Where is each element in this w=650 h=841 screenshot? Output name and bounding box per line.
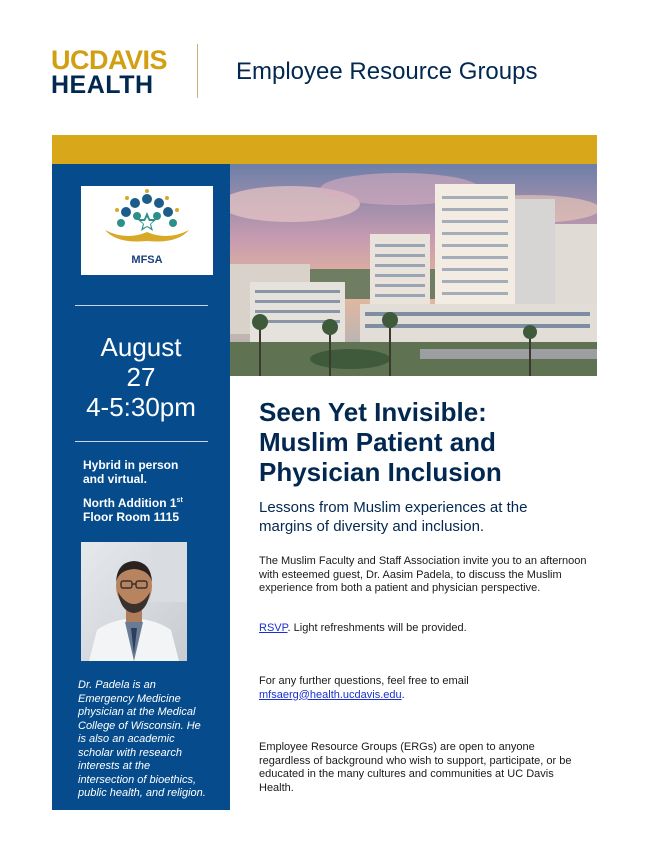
svg-text:MFSA: MFSA <box>131 254 163 266</box>
speaker-bio: Dr. Padela is an Emergency Medicine physician at the Medical College of Wisconsin. He is also an academic scholar with research interests at the intersection of bioethics, public health, and religion. <box>78 679 206 799</box>
event-intro: The Muslim Faculty and Staff Association invite you to an afternoon with esteemed guest, Dr. Aasim Padela, to discuss the Muslim experience from both a patient and physician perspective. <box>259 555 587 594</box>
location-text: North Addition 1 <box>83 496 177 510</box>
event-format <box>83 458 178 486</box>
header-divider <box>197 44 198 98</box>
speaker-photo <box>81 542 187 661</box>
event-time: 4-5:30pm <box>86 392 196 422</box>
headline-line: Physician Inclusion <box>259 457 502 487</box>
uc-davis-health-logo <box>51 47 167 98</box>
event-location-line <box>83 496 183 510</box>
rsvp-link[interactable]: RSVP <box>259 622 288 634</box>
logo-uc: UC <box>51 45 89 75</box>
event-day: 27 <box>126 362 156 392</box>
event-location <box>83 496 183 524</box>
event-location-line: Floor Room 1115 <box>83 510 180 524</box>
event-subheading: Lessons from Muslim experiences at the margins of diversity and inclusion. <box>259 499 528 535</box>
email-link[interactable]: mfsaerg@health.ucdavis.edu <box>259 688 402 701</box>
sidebar-divider <box>75 305 208 306</box>
location-superscript: st <box>176 497 183 504</box>
logo-uc-davis <box>51 47 167 74</box>
mfsa-emblem-icon <box>81 186 213 275</box>
email-period: . <box>401 688 405 701</box>
event-format-line: Hybrid in person <box>83 458 179 472</box>
logo-health: HEALTH <box>51 71 154 99</box>
page-title: Employee Resource Groups <box>236 58 538 85</box>
mfsa-logo <box>81 186 213 275</box>
sidebar <box>52 164 230 810</box>
event-month: August <box>100 332 182 362</box>
sidebar-divider <box>75 441 208 442</box>
event-headline <box>259 397 579 487</box>
rsvp-text: . Light refreshments will be provided. <box>287 622 467 634</box>
contact-section <box>259 675 589 702</box>
gold-banner <box>52 135 597 164</box>
rsvp-line <box>259 622 589 636</box>
headline-line: Muslim Patient and <box>259 427 496 457</box>
event-format-line: and virtual. <box>83 472 148 486</box>
logo-davis: DAVIS <box>89 45 168 75</box>
headline-line: Seen Yet Invisible: <box>259 397 487 427</box>
erg-description: Employee Resource Groups (ERGs) are open to anyone regardless of background who wish to support, participate, or be educated in the many cultures and communities at UC Davis Health. <box>259 741 572 794</box>
contact-text: For any further questions, feel free to email <box>259 675 469 687</box>
hospital-campus-photo <box>230 164 597 376</box>
